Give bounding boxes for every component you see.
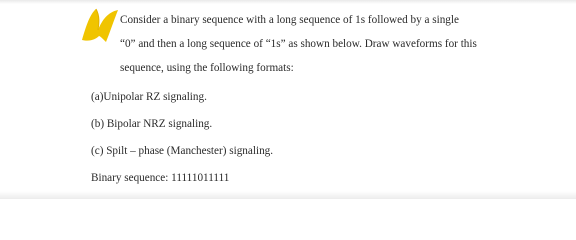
binary-sequence-text: Binary sequence: 11111011111 — [91, 172, 230, 184]
part-b-label: (b) Bipolar NRZ signaling. — [91, 118, 213, 130]
highlighter-logo-icon — [78, 6, 122, 44]
part-c-label: (c) Spilt – phase (Manchester) signaling. — [91, 145, 274, 157]
question-text-line-2: “0” and then a long sequence of “1s” as shown below. Draw waveforms for this — [120, 38, 477, 50]
part-a-label: (a)Unipolar RZ signaling. — [91, 91, 207, 103]
bottom-edge-shadow — [0, 191, 576, 199]
question-text-line-3: sequence, using the following formats: — [120, 62, 294, 74]
top-edge-shadow — [0, 0, 576, 4]
question-text-line-1: Consider a binary sequence with a long sequence of 1s followed by a single — [120, 14, 459, 26]
